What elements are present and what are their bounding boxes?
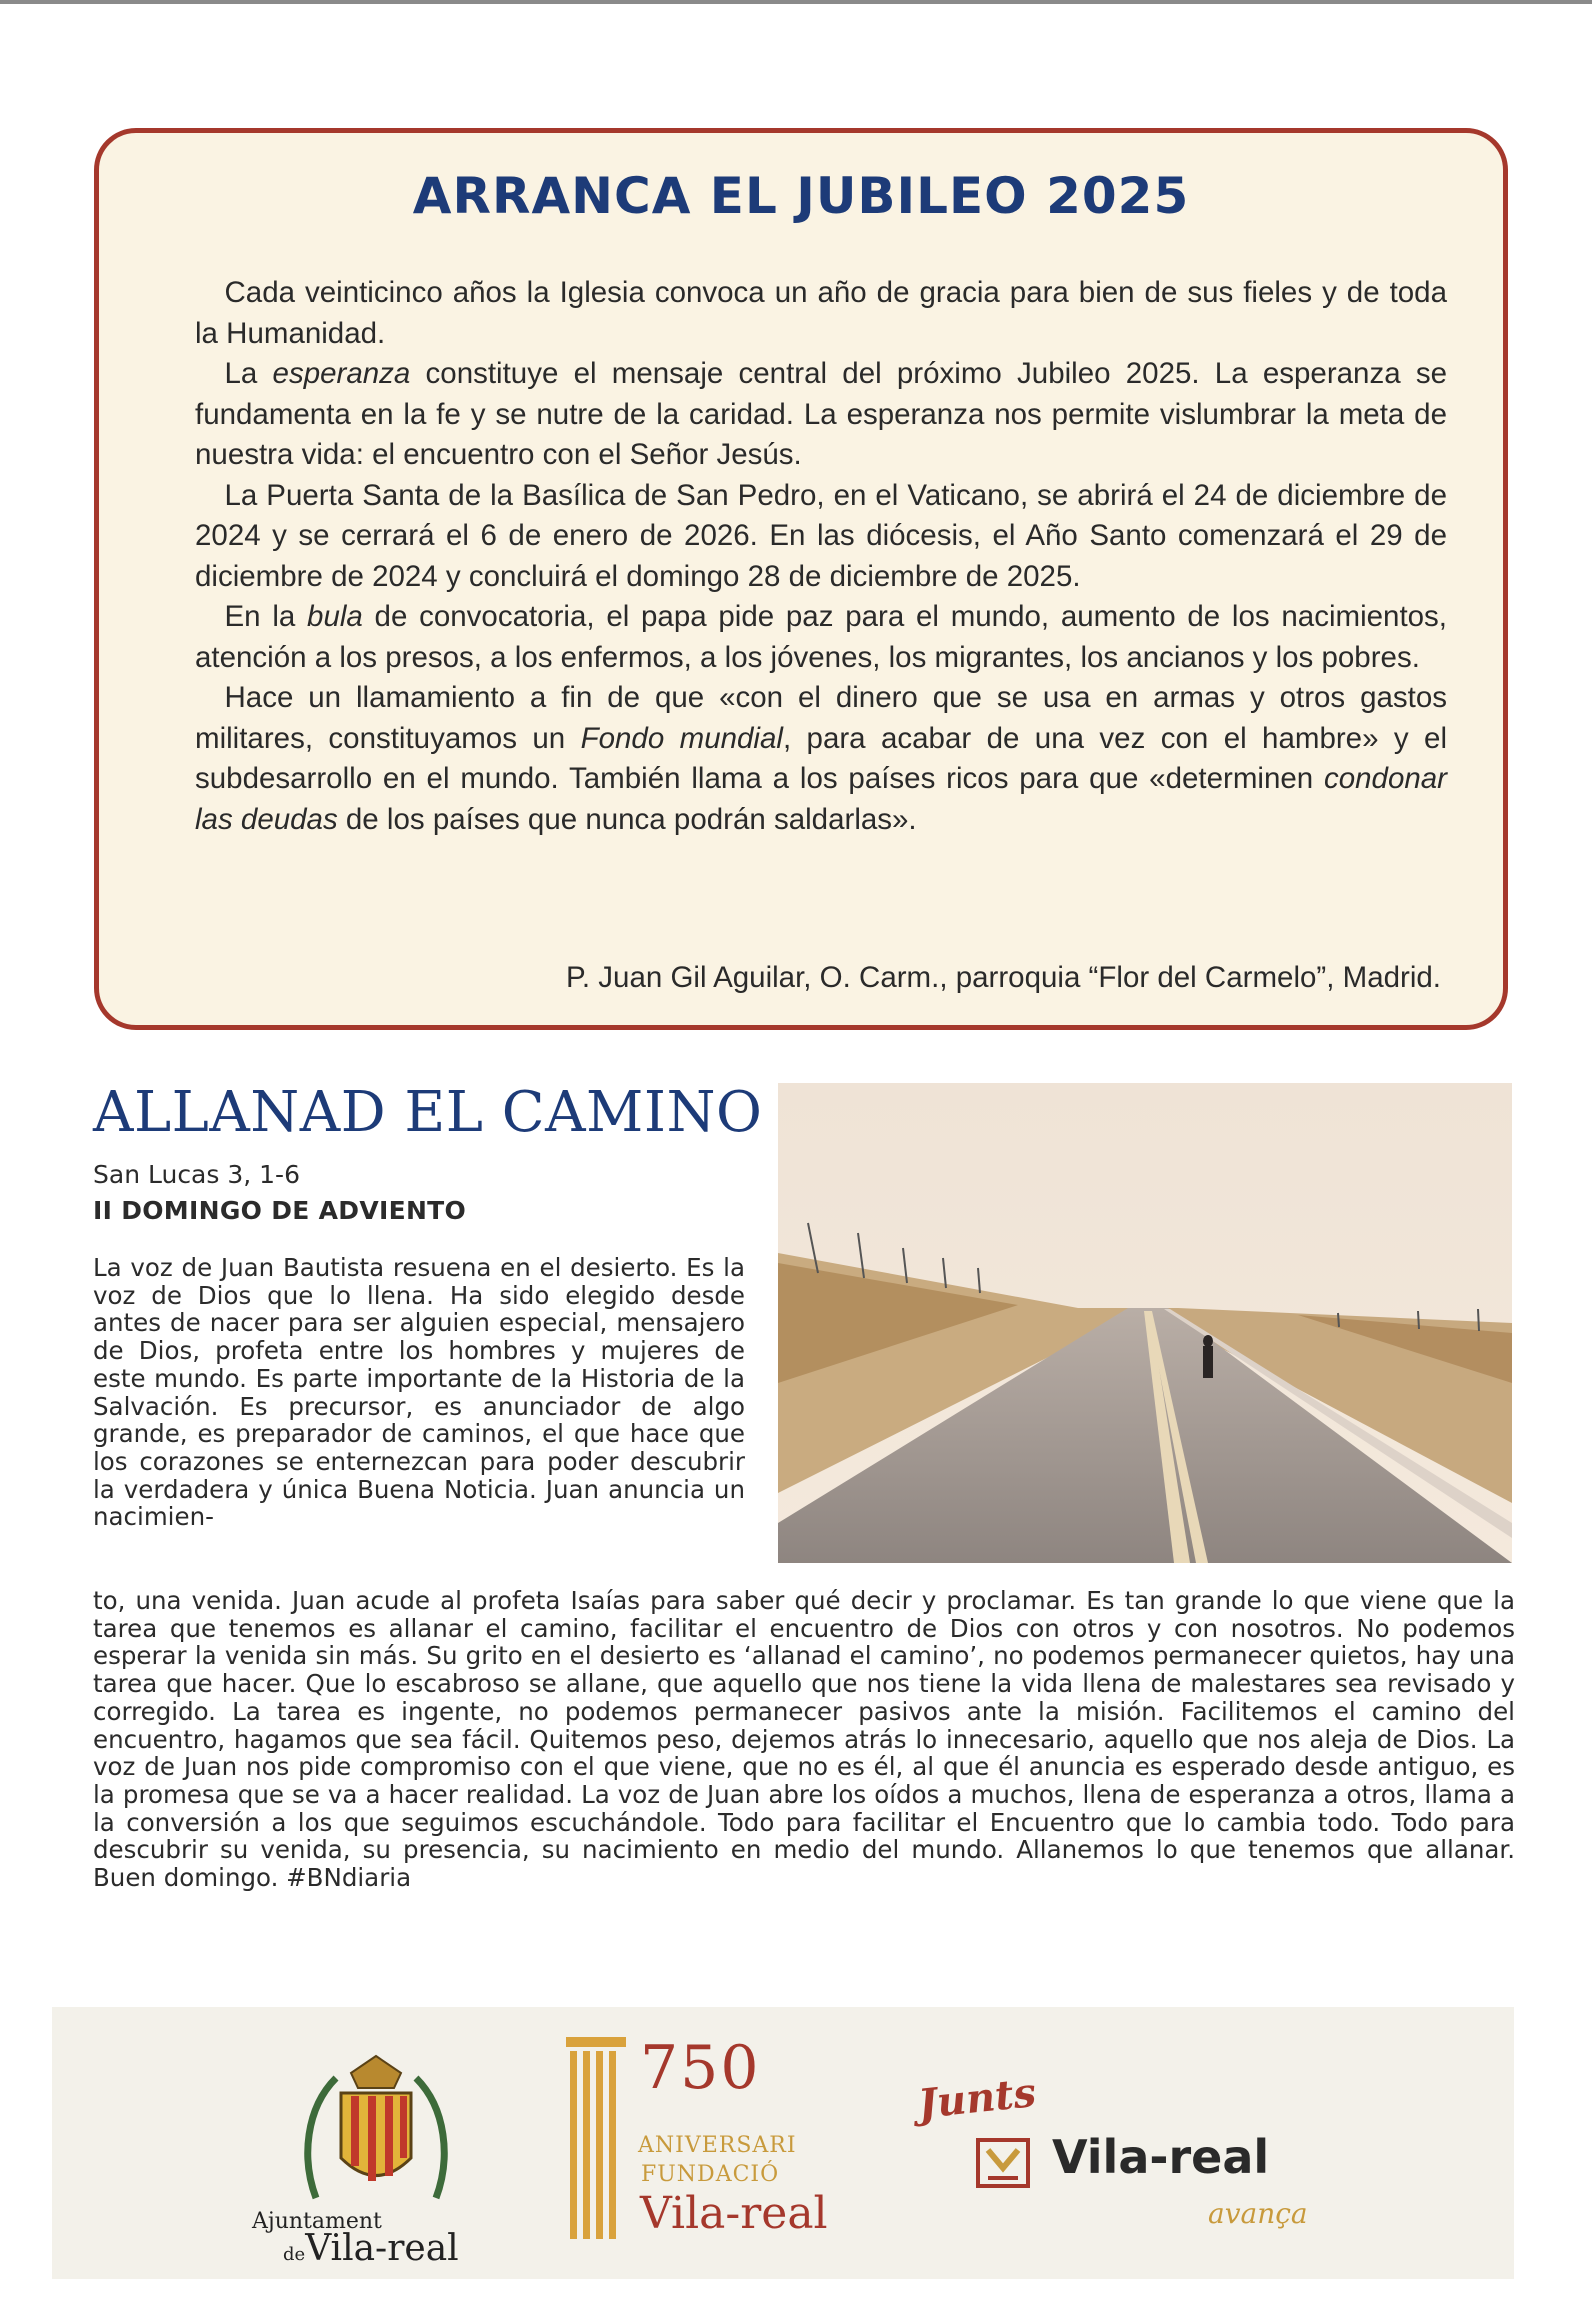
paragraph-text: Hace un llamamiento a fin de que «con el dinero que se usa en armas y otros gastos militares, constituyamos un <box>195 681 1447 755</box>
junts-logo-text: Junts <box>915 2068 1039 2129</box>
article-subtitle: II DOMINGO DE ADVIENTO <box>93 1196 467 1225</box>
jubileo-paragraph <box>195 273 1447 354</box>
ajuntament-crest-icon <box>296 2048 456 2208</box>
jubileo-paragraph <box>195 476 1447 598</box>
jubileo-paragraph <box>195 597 1447 678</box>
paragraph-text: , para acabar de una vez con el hambre» y el subdesarrollo en el mundo. También llama a los países ricos para que «determinen <box>195 721 1447 795</box>
fundacio-column-icon <box>566 2037 626 2242</box>
avanca-text: avança <box>1208 2197 1308 2230</box>
emphasis-text: bula <box>307 600 363 633</box>
emphasis-text: condonar las deudas <box>195 762 1447 836</box>
jubileo-title: ARRANCA EL JUBILEO 2025 <box>412 167 1190 225</box>
emphasis-text: esperanza <box>272 357 411 390</box>
paragraph-text: Cada veinticinco años la Iglesia convoca un año de gracia para bien de sus fieles y de toda la Humanidad. <box>195 276 1447 350</box>
paragraph-text: constituye el mensaje central del próximo Jubileo 2025. La esperanza se fundamenta en la fe y se nutre de la caridad. La esperanza nos permite vislumbrar la meta de nuestra vida: el encuentro con el Señor Jesús. <box>195 357 1447 471</box>
road-photo <box>778 1083 1512 1563</box>
vila-real-emblem-icon <box>976 2138 1030 2188</box>
article-title: ALLANAD EL CAMINO <box>93 1080 763 1145</box>
article-column-text: La voz de Juan Bautista resuena en el desierto. Es la voz de Dios que lo llena. Ha sido elegido desde antes de nacer para ser alguien especial, mensajero de Dios, profeta entre los hombres y mujeres de este mundo. Es parte importante de la Historia de la Salvación. Es precursor, es anunciador de algo grande, es preparador de caminos, el que hace que los corazones se enternezcan para poder descubrir la verdadera y única Buena Noticia. Juan anuncia un nacimien- <box>93 1253 745 1532</box>
fundacio-city: Vila-real <box>640 2188 828 2239</box>
paragraph-text: En la <box>224 600 308 633</box>
paragraph-text: La Puerta Santa de la Basílica de San Pedro, en el Vaticano, se abrirá el 24 de diciembre de 2024 y se cerrará el 6 de enero de 2026. En las diócesis, el Año Santo comenzará el 29 de diciembre de 2024 y concluirá el domingo 28 de diciembre de 2025. <box>195 478 1447 593</box>
ajuntament-name <box>283 2228 459 2269</box>
jubileo-paragraph <box>195 354 1447 476</box>
jubileo-signature: P. Juan Gil Aguilar, O. Carm., parroquia “Flor del Carmelo”, Madrid. <box>566 961 1441 994</box>
jubileo-body <box>195 273 1447 840</box>
article-full-text: to, una venida. Juan acude al profeta Isaías para saber qué decir y proclamar. Es tan grande lo que viene que la tarea que tenemos es allanar el camino, facilitar el encuentro de Dios con otros y con nosotros. No podemos esperar la venida sin más. Su grito en el desierto es ‘allanad el camino’, no podemos permanecer quietos, hay una tarea que hacer. Que lo escabroso se allane, que aquello que nos tiene la vida llena de malestares sea revisado y corregido. La tarea es ingente, no podemos permanecer pasivos ante la misión. Facilitemos el camino del encuentro, hagamos que sea fácil. Quitemos peso, dejemos atrás lo innecesario, aquello que nos aleja de Dios. La voz de Juan nos pide compromiso con el que viene, que no es él, al que él anuncia es esperado desde antiguo, es la promesa que se va a hacer realidad. La voz de Juan abre los oídos a muchos, llena de esperanza a otros, llama a la conversión a los que seguimos escuchándole. Todo para facilitar el Encuentro que lo cambia todo. Todo para descubrir su venida, su presencia, su nacimiento en medio del mundo. Allanemos lo que tenemos que allanar. Buen domingo. #BNdiaria <box>93 1586 1515 1893</box>
fundacio-label: FUNDACIÓ <box>641 2162 780 2187</box>
ajuntament-label: Ajuntament <box>252 2209 382 2234</box>
paragraph-text: de convocatoria, el papa pide paz para el mundo, aumento de los nacimientos, atención a los presos, a los enfermos, a los jóvenes, los migrantes, los ancianos y los pobres. <box>195 600 1447 674</box>
paragraph-text: La <box>224 357 273 390</box>
fundacio-number: 750 <box>640 2033 761 2103</box>
fundacio-aniversari: ANIVERSARI <box>638 2133 797 2158</box>
ajuntament-de: de <box>283 2244 306 2265</box>
paragraph-text: de los países que nunca podrán saldarlas». <box>337 802 917 836</box>
jubileo-paragraph <box>195 678 1447 840</box>
vila-real-logo-text: Vila-real <box>1052 2130 1270 2184</box>
article-reference: San Lucas 3, 1-6 <box>93 1160 300 1189</box>
jubileo-box <box>94 128 1508 1030</box>
top-rule <box>0 0 1592 4</box>
ajuntament-city: Vila-real <box>305 2228 459 2269</box>
emphasis-text: Fondo mundial <box>580 721 783 755</box>
